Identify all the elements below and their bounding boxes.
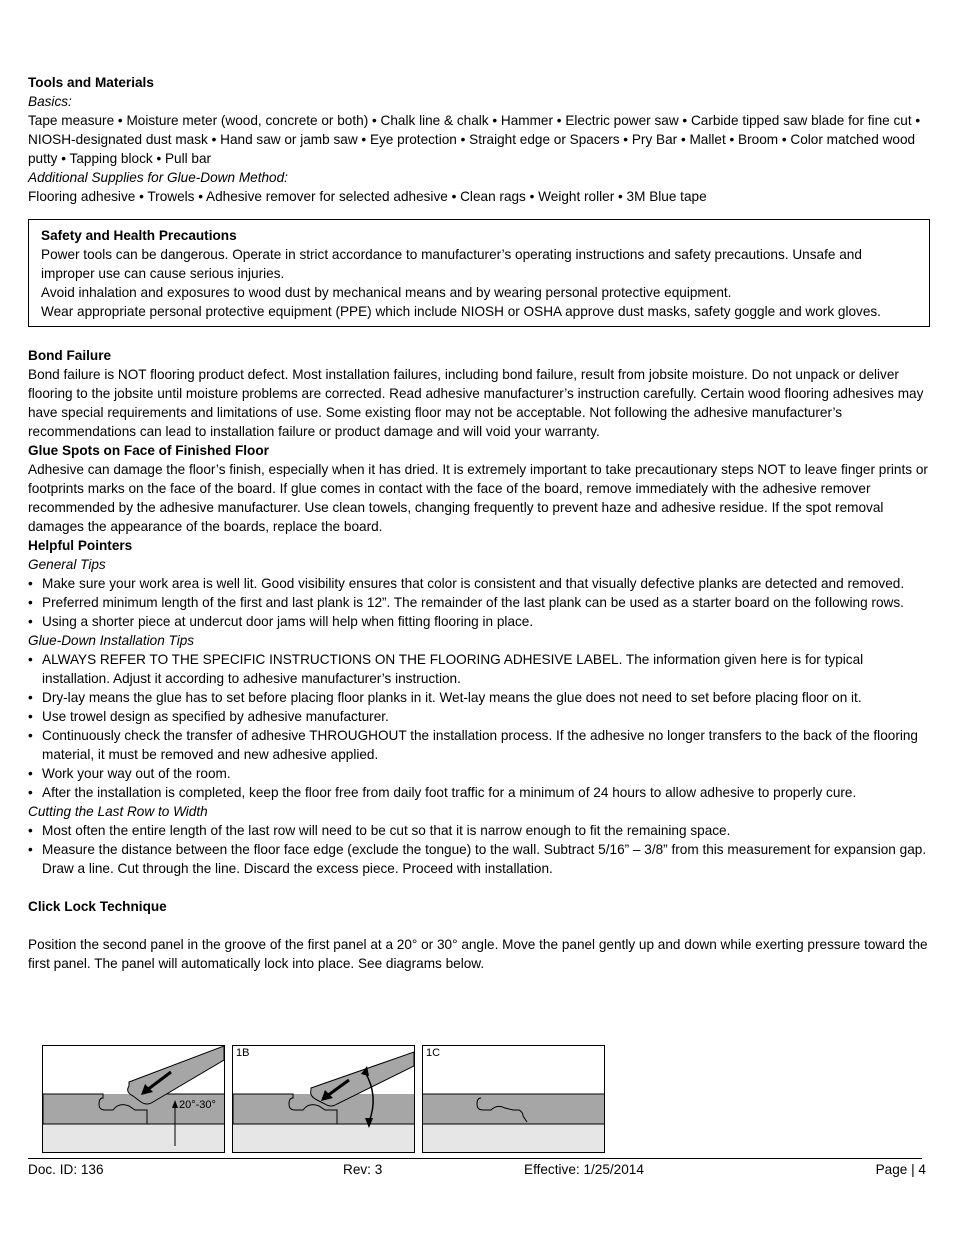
footer-page: Page | 4 xyxy=(875,1162,926,1177)
document-body xyxy=(28,73,932,973)
footer-effective: Effective: 1/25/2014 xyxy=(524,1162,644,1177)
list-item: • Continuously check the transfer of adhesive THROUGHOUT the installation process. If the adhesive no longer transfers to the back of the flooring material, it must be removed and new adhesive applied. xyxy=(28,726,932,764)
footer-rev: Rev: 3 xyxy=(343,1162,383,1177)
general-tips-label: General Tips xyxy=(28,557,106,572)
list-item: • Dry-lay means the glue has to set before placing floor planks in it. Wet-lay means the glue does not need to set before placing floor on it. xyxy=(28,688,932,707)
additional-supplies-label: Additional Supplies for Glue-Down Method: xyxy=(28,170,288,185)
click-lock-text: Position the second panel in the groove of the first panel at a 20° or 30° angle. Move the panel gently up and down while exerting pressure toward the first panel. The panel will automatically lock into place. See diagrams below. xyxy=(28,937,928,971)
diagram-1c-drawing xyxy=(423,1046,604,1152)
click-lock-heading: Click Lock Technique xyxy=(28,899,167,914)
list-item: • After the installation is completed, keep the floor free from daily foot traffic for a minimum of 24 hours to allow adhesive to properly cure. xyxy=(28,783,932,802)
basics-text: Tape measure • Moisture meter (wood, concrete or both) • Chalk line & chalk • Hammer • Electric power saw • Carbide tipped saw blade for fine cut • NIOSH-designated dust mask • Hand saw or jamb saw • Eye protection • Straight edge or Spacers • Pry Bar • Mallet • Broom • Color matched wood putty • Tapping block • Pull bar xyxy=(28,113,921,166)
glue-down-tips-label: Glue-Down Installation Tips xyxy=(28,633,195,648)
list-item: • Using a shorter piece at undercut door jams will help when fitting flooring in place. xyxy=(28,612,932,631)
cutting-last-row-list xyxy=(28,821,932,878)
bond-failure-heading: Bond Failure xyxy=(28,348,112,363)
list-item: • Most often the entire length of the last row will need to be cut so that it is narrow enough to fit the remaining space. xyxy=(28,821,932,840)
diagram-1b xyxy=(232,1045,415,1153)
diagram-1c-label: 1C xyxy=(426,1047,441,1059)
list-item: • Use trowel design as specified by adhesive manufacturer. xyxy=(28,707,932,726)
list-item: • Preferred minimum length of the first and last plank is 12”. The remainder of the last plank can be used as a starter board on the following rows. xyxy=(28,593,932,612)
diagram-1b-label: 1B xyxy=(236,1047,250,1059)
diagram-1b-drawing xyxy=(233,1046,414,1152)
list-item: • ALWAYS REFER TO THE SPECIFIC INSTRUCTIONS ON THE FLOORING ADHESIVE LABEL. The information given here is for typical installation. Adjust it according to adhesive manufacturer’s instruction. xyxy=(28,650,932,688)
general-tips-list xyxy=(28,574,932,631)
angle-label: 20°-30° xyxy=(179,1099,216,1111)
spacer xyxy=(28,878,932,897)
safety-heading: Safety and Health Precautions xyxy=(41,228,237,243)
additional-supplies-text: Flooring adhesive • Trowels • Adhesive remover for selected adhesive • Clean rags • Weight roller • 3M Blue tape xyxy=(28,189,707,204)
footer-rule xyxy=(28,1158,922,1159)
safety-line: Power tools can be dangerous. Operate in strict accordance to manufacturer’s operating instructions and safety precautions. Unsafe and improper use can cause serious injuries. xyxy=(41,247,862,281)
subfloor xyxy=(43,1124,224,1152)
list-item: • Measure the distance between the floor face edge (exclude the tongue) to the wall. Subtract 5/16” – 3/8” from this measurement for expansion gap. Draw a line. Cut through the line. Discard the excess piece. Proceed with installation. xyxy=(28,840,932,878)
list-item: • Work your way out of the room. xyxy=(28,764,932,783)
footer-doc-id: Doc. ID: 136 xyxy=(28,1162,104,1177)
basics-label: Basics: xyxy=(28,94,72,109)
safety-line: Avoid inhalation and exposures to wood dust by mechanical means and by wearing personal protective equipment. xyxy=(41,285,732,300)
helpful-pointers-heading: Helpful Pointers xyxy=(28,538,133,553)
tools-heading: Tools and Materials xyxy=(28,75,154,90)
list-item: • Make sure your work area is well lit. Good visibility ensures that color is consistent and that visually defective planks are detected and removed. xyxy=(28,574,932,593)
safety-box xyxy=(28,219,930,327)
glue-down-tips-list xyxy=(28,650,932,802)
diagram-1a xyxy=(42,1045,225,1153)
glue-spots-heading: Glue Spots on Face of Finished Floor xyxy=(28,443,269,458)
diagram-1a-drawing xyxy=(43,1046,224,1152)
glue-spots-text: Adhesive can damage the floor’s finish, especially when it has dried. It is extremely important to take precautionary steps NOT to leave finger prints or footprints marks on the face of the board. If glue comes in contact with the face of the board, remove immediately with the adhesive remover recommended by the adhesive manufacturer. Use clean towels, changing frequently to prevent haze and adhesive residue. If the spot removal damages the appearance of the boards, replace the board. xyxy=(28,462,928,534)
cutting-last-row-label: Cutting the Last Row to Width xyxy=(28,804,208,819)
page-footer xyxy=(28,1160,926,1179)
bond-failure-text: Bond failure is NOT flooring product defect. Most installation failures, including bond failure, result from jobsite moisture. Do not unpack or deliver flooring to the jobsite until moisture problems are corrected. Read adhesive manufacturer’s instruction carefully. Certain wood flooring adhesives may have special requirements and limitations of use. Some existing floor may not be acceptable. Not following the adhesive manufacturer’s recommendations can lead to installation failure or product damage and will void your warranty. xyxy=(28,367,924,439)
click-lock-diagrams xyxy=(42,1045,606,1153)
diagram-1c xyxy=(422,1045,605,1153)
spacer xyxy=(28,327,932,346)
spacer xyxy=(28,916,932,935)
safety-line: Wear appropriate personal protective equipment (PPE) which include NIOSH or OSHA approve dust masks, safety goggle and work gloves. xyxy=(41,304,881,319)
